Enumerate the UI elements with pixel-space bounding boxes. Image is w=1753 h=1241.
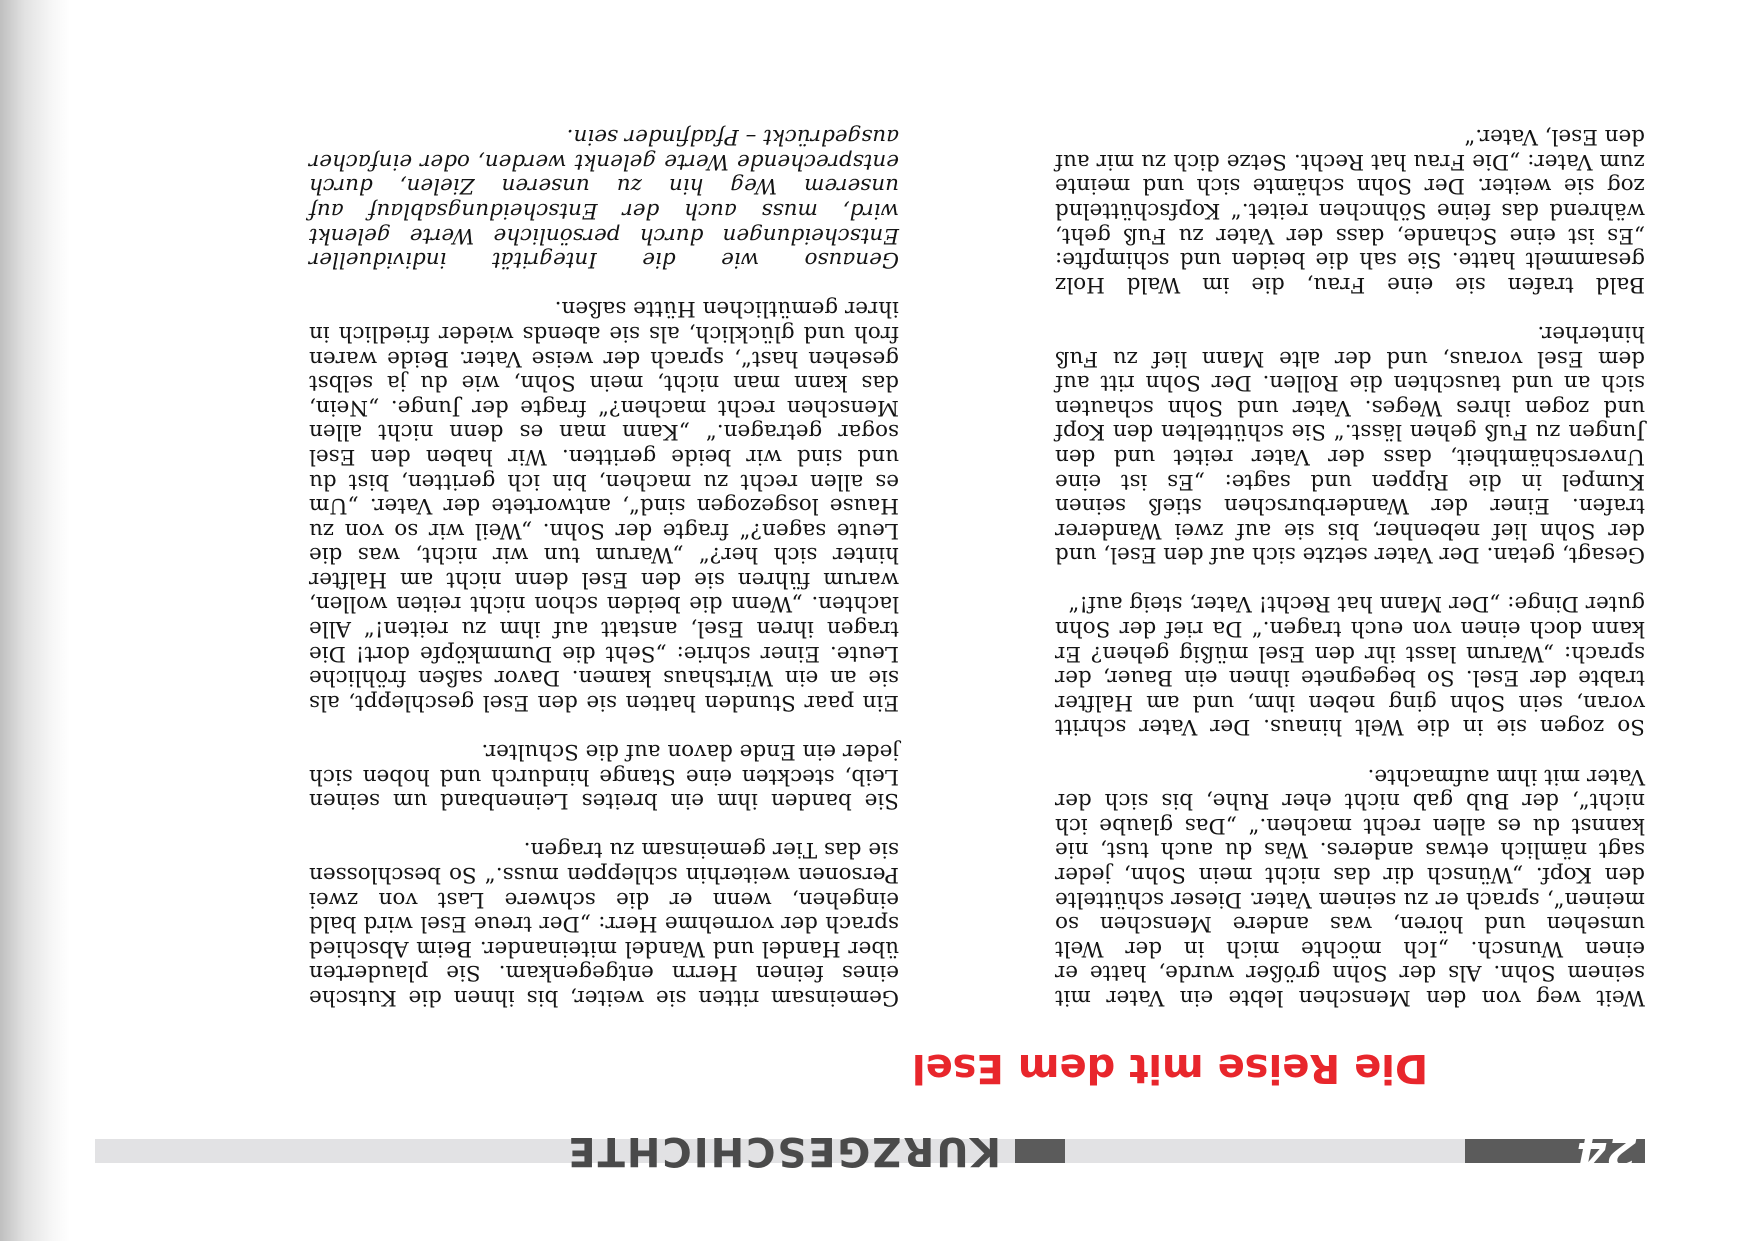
paragraph: Ein paar Stunden hatten sie den Esel geschleppt, als sie an ein Wirtshaus kamen. Davor saßen fröhliche Leute. Einer schrie: „Seht die Dummköpfe dort! Die tragen ihren Esel, anstatt auf ihm zu reiten!“ Alle lachten. „Wenn die beiden schon nicht reiten wollen, warum führen sie den Esel denn nicht am Halfter hinter sich her?“ „Warum tun wir nicht, was die Leute sagen?“ fragte der Sohn. „Weil wir so von zu Hause losgezogen sind“, antwortete der Vater. „Um es allen recht zu machen, bin ich geritten, bist du und sind wir beide geritten. Wir haben den Esel sogar getragen.“ „Kann man es denn nicht allen Menschen recht machen?“ fragte der Junge. „Nein, das kann man nicht, mein Sohn, wie du ja selbst gesehen hast“, sprach der weise Vater. Beide waren froh und glücklich, als sie abends wieder friedlich in ihrer gemütlichen Hütte saßen. bbox=[309, 296, 899, 715]
section-label: KURZGESCHICHTE bbox=[566, 1128, 1001, 1174]
paragraph: Bald trafen sie eine Frau, die im Wald Holz gesammelt hatte. Sie sah die beiden und schimpfte: „Es ist eine Schande, dass der Vater zu Fuß geht, während das feine Söhnchen reitet.“ Kopfschüttelnd zog sie weiter. Der Sohn schämte sich und meinte zum Vater: „Die Frau hat Recht. Setze dich zu mir auf den Esel, Vater.“ bbox=[1055, 124, 1645, 297]
page-number: 24 bbox=[1575, 1126, 1637, 1177]
right-column bbox=[309, 99, 899, 1009]
paragraph: So zogen sie in die Welt hinaus. Der Vater schritt voran, sein Sohn ging neben ihm, und am Halfter trabte der Esel. So begegnete ihnen ein Bauer, der sprach: „Warum lasst ihr den Esel müßig gehen? Er kann doch einen von euch tragen.“ Da rief der Sohn guter Dinge: „Der Mann hat Recht! Vater, steig auf!“ bbox=[1055, 591, 1645, 740]
left-column bbox=[1055, 99, 1645, 1009]
article-title: Die Reise mit dem Esel bbox=[911, 1045, 1429, 1091]
paragraph: Weit weg von den Menschen lebte ein Vater mit seinem Sohn. Als der Sohn größer wurde, hatte er einen Wunsch. „Ich möchte mich in der Welt umsehen und hören, was andere Menschen so meinen“, sprach er zu seinem Vater. Dieser schüttelte den Kopf. „Wünsch dir das nicht mein Sohn, jeder sagt nämlich etwas anderes. Was du auch tust, nie kannst du es allen recht machen.“ „Das glaube ich nicht“, der Bub gab nicht eher Ruhe, bis sich der Vater mit ihm aufmachte. bbox=[1055, 763, 1645, 1010]
closing-paragraph: Genauso wie die Integrität individueller Entscheidungen durch persönliche Werte gelenkt wird, muss auch der Entscheidungsablauf auf unserem Weg hin zu unseren Zielen, durch entsprechende Werte gelenkt werden, oder einfacher ausgedrückt – Pfadfinder sein. bbox=[309, 124, 899, 273]
header-bar-accent bbox=[1015, 1139, 1065, 1163]
paragraph: Gemeinsam ritten sie weiter, bis ihnen die Kutsche eines feinen Herrn entgegenkam. Sie plauderten über Handel und Wandel miteinander. Beim Abschied sprach der vornehme Herr: „Der treue Esel wird bald eingehen, wenn er die schwere Last von zwei Personen weiterhin schleppen muss.“ So beschlossen sie das Tier gemeinsam zu tragen. bbox=[309, 837, 899, 1010]
paragraph: Sie banden ihm ein breites Leinenband um seinen Leib, steckten eine Stange hindurch und hoben sich jeder ein Ende davon auf die Schulter. bbox=[309, 739, 899, 814]
paragraph: Gesagt, getan. Der Vater setzte sich auf den Esel, und der Sohn lief nebenher, bis sie auf zwei Wanderer trafen. Einer der Wanderburschen stieß seinen Kumpel in die Rippen und sagte: „Es ist eine Unverschämtheit, dass der Vater reitet und den Jungen zu Fuß gehen lässt.“ Sie schüttelten den Kopf und zogen ihres Weges. Vater und Sohn schauten sich an und tauschten die Rollen. Der Sohn ritt auf dem Esel voraus, und der alte Mann lief zu Fuß hinterher. bbox=[1055, 320, 1645, 568]
